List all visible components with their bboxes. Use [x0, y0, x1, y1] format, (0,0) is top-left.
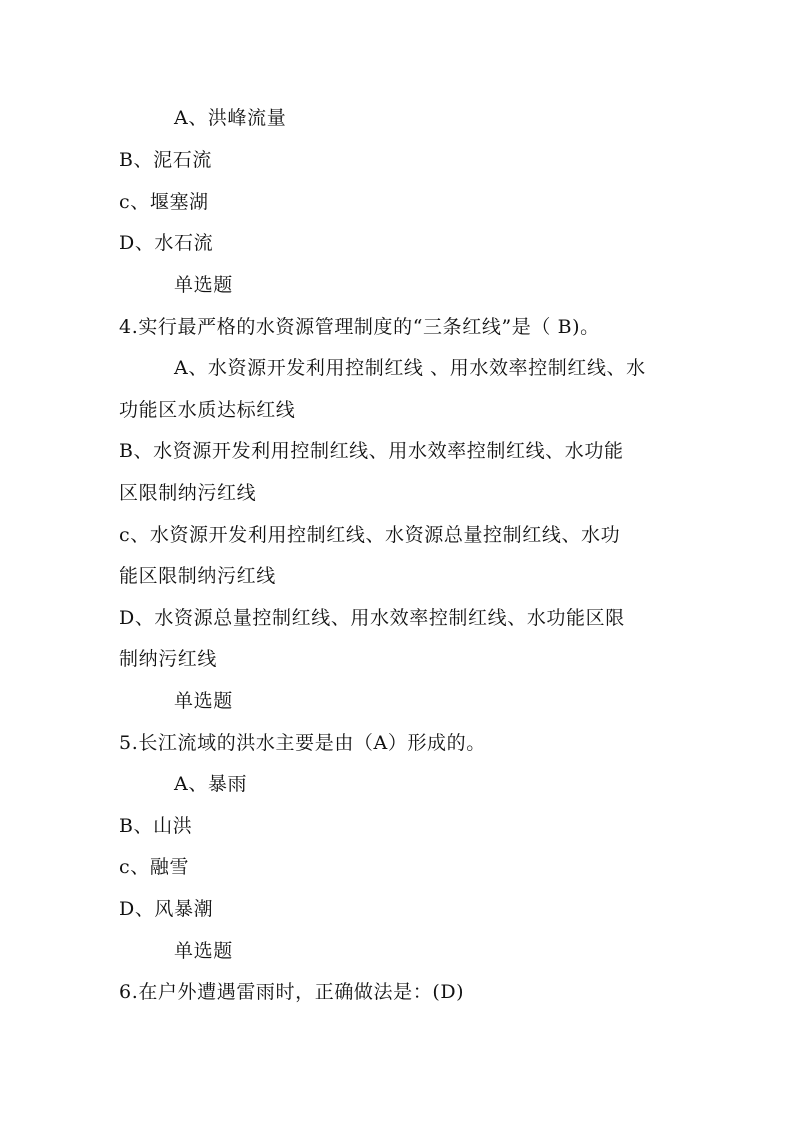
option-line: B、水资源开发利用控制红线、用水效率控制红线、水功能: [119, 440, 624, 462]
option-line: c、融雪: [119, 856, 190, 878]
question-type-label: 单选题: [174, 940, 233, 962]
option-line: A、暴雨: [174, 773, 248, 795]
option-line: 制纳污红线: [119, 648, 218, 670]
question-type-label: 单选题: [174, 274, 233, 296]
option-line: B、山洪: [119, 815, 193, 837]
option-line: 能区限制纳污红线: [119, 565, 276, 587]
option-line: c、堰塞湖: [119, 191, 209, 213]
option-line: 区限制纳污红线: [119, 482, 257, 504]
question-line: 6.在户外遭遇雷雨时，正确做法是：(D): [119, 981, 465, 1003]
option-line: D、水石流: [119, 232, 214, 254]
option-line: A、洪峰流量: [174, 107, 287, 129]
option-line: D、水资源总量控制红线、用水效率控制红线、水功能区限: [119, 607, 625, 629]
option-line: A、水资源开发利用控制红线 、用水效率控制红线、水: [174, 357, 646, 379]
question-line: 5.长江流域的洪水主要是由（A）形成的。: [119, 732, 486, 754]
question-type-label: 单选题: [174, 690, 233, 712]
question-line: 4.实行最严格的水资源管理制度的“三条红线”是（ B)。: [119, 316, 600, 338]
option-line: D、风暴潮: [119, 898, 214, 920]
option-line: B、泥石流: [119, 149, 212, 171]
option-line: c、水资源开发利用控制红线、水资源总量控制红线、水功: [119, 524, 621, 546]
option-line: 功能区水质达标红线: [119, 399, 296, 421]
